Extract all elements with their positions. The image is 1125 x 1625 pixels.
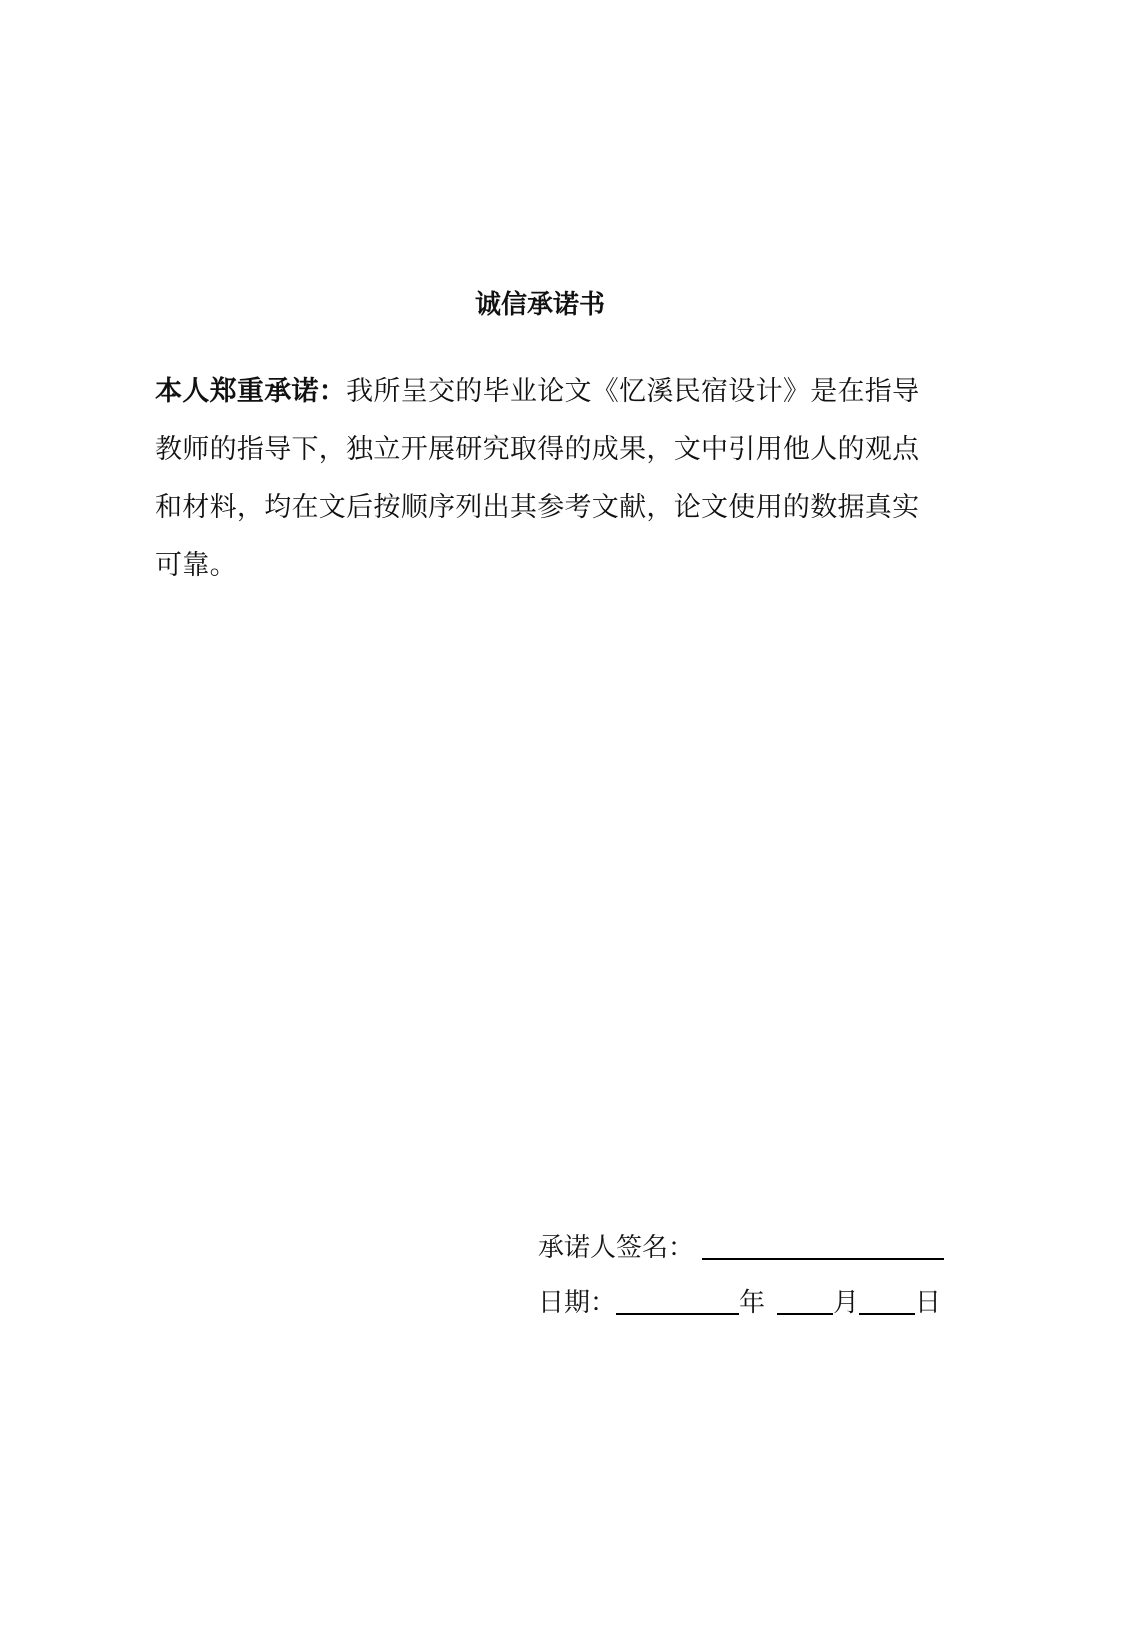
statement-line-2: 教师的指导下，独立开展研究取得的成果，文中引用他人的观点 xyxy=(155,434,920,465)
statement-line-4: 可靠。 xyxy=(155,550,237,581)
signer-label: 承诺人签名： xyxy=(538,1233,695,1263)
signer-row xyxy=(538,1230,944,1264)
statement-line-1 xyxy=(155,372,935,430)
date-month-field[interactable] xyxy=(777,1287,833,1315)
statement-text: 我所呈交的毕业论文《忆溪民宿设计》是在指导 xyxy=(346,376,920,407)
document-title: 诚信承诺书 xyxy=(474,290,605,320)
statement-lead: 本人郑重承诺： xyxy=(155,376,347,407)
date-label: 日期： xyxy=(538,1288,617,1318)
month-label: 月 xyxy=(833,1288,860,1318)
date-row xyxy=(538,1285,941,1319)
date-year-field[interactable] xyxy=(616,1287,739,1315)
signer-signature-field[interactable] xyxy=(702,1232,944,1260)
year-label: 年 xyxy=(739,1288,766,1318)
date-day-field[interactable] xyxy=(859,1287,915,1315)
statement-line-3: 和材料，均在文后按顺序列出其参考文献，论文使用的数据真实 xyxy=(155,492,920,523)
day-label: 日 xyxy=(915,1288,942,1318)
commitment-statement xyxy=(155,372,935,604)
